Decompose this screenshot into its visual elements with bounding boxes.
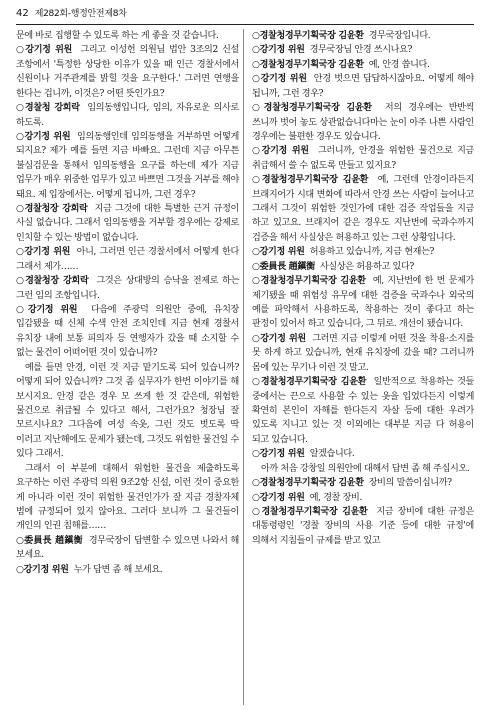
speech-text: 경무국장이 답변할 수 있으면 나와서 해 보세요.	[16, 535, 239, 561]
speech-paragraph	[16, 303, 239, 361]
speech-paragraph	[252, 332, 474, 375]
speaker-mark: ○	[16, 45, 26, 56]
speech-paragraph	[16, 563, 239, 577]
speaker-name: 강기정 위원	[259, 45, 305, 56]
speaker-mark: ○	[252, 146, 262, 157]
speaker-mark: ○	[252, 175, 262, 186]
continuation-paragraph	[16, 29, 239, 43]
speech-text: 그것은 상대방의 승낙을 전제로 하는 그런 임의 조항입니다.	[16, 276, 240, 301]
page-header	[16, 6, 474, 22]
speaker-name: 경찰청경무기획국장 김윤환	[260, 377, 367, 388]
speech-paragraph	[252, 173, 474, 245]
speaker-mark: ○	[16, 103, 25, 114]
speech-text: 문에 바로 집행할 수 있도록 하는 게 좋을 것 같습니다.	[16, 31, 219, 41]
speech-text: 임의동행입니다, 임의, 자유로운 의사로 하도록.	[16, 103, 239, 128]
speech-paragraph	[252, 375, 474, 447]
speaker-mark: ○	[16, 131, 25, 142]
speech-text: 아까 처음 강창일 의원안에 대해서 답변 좀 해 주십시오.	[261, 463, 470, 474]
speaker-name: 강기정 위원	[261, 146, 309, 157]
speaker-name: 경찰청장 강희락	[25, 276, 89, 287]
speech-paragraph	[252, 260, 474, 274]
speech-text: 그래서 이 부분에 대해서 위험한 물건을 제출하도록 요구하는 이런 주광덕 의원 9조2항 신설, 이런 것이 중요한 게 아니라 이런 것이 위험한 물건인가가 잘 지금 경찰자체 범에 규정되어 있지 않아요. 그러다 보니까 그 물건들이 개인의 인권 침해를……	[16, 463, 239, 532]
speaker-mark: ○	[252, 261, 260, 272]
page-number: 42	[16, 8, 29, 19]
speech-text: 그리고 이성헌 의원님 법안 3조의2 신설 조항에서 '특정한 상당한 이유가 있을 때 인근 경찰서에서 신원이나 거주관계를 밝힐 것을 요구한다.' 그러면 연행을 한다는 겁니까, 이것은? 어떤 뜻인가요?	[16, 45, 239, 99]
speech-paragraph	[252, 43, 474, 57]
speech-text: 예를 들면 안경, 이런 것 지금 맡기도록 되어 있습니까? 어떻게 되어 있습니까? 그것 좀 실무자가 한번 이야기를 해 보시지요. 안경 같은 경우 모 쓰게 한 것 같은데, 위험한 물건으로 취급될 수 있다고 해서, 그런가요? 청장님 잘 모르시나요? 그다음에 여성 속옷, 그런 것도 벗도록 딱 이러고 지난해에도 문제가 됐는데, 그것도 위험한 물건일 수 있다 그래서.	[16, 362, 239, 460]
speech-paragraph	[252, 447, 474, 461]
speech-paragraph	[252, 29, 474, 43]
speaker-mark: ○	[16, 564, 24, 575]
speaker-mark: ○	[252, 377, 261, 388]
speaker-name: 경찰청장 강희락	[24, 204, 88, 215]
speech-paragraph	[16, 202, 239, 245]
speech-paragraph	[252, 274, 474, 332]
header-rule	[16, 24, 474, 25]
speaker-name: 강기정 위원	[260, 333, 306, 344]
speaker-name: 경찰청경무기획국장 김윤환	[259, 59, 364, 70]
speech-text: 누가 답변 좀 해 보세요.	[73, 564, 163, 575]
speech-text: 일반적으로 착용하는 것들 중에서는 끈으로 사용할 수 있는 옷을 입었다든지 이렇게 확연히 본인이 자해를 한다든지 자살 등에 대한 우려가 있도록 지니고 있는 것 이외에는 대부분 지금 다 허용이 되고 있습니다.	[252, 377, 474, 445]
speaker-name: 강기정 위원	[24, 131, 71, 142]
speaker-name: 강기정 위원	[260, 74, 307, 85]
speech-paragraph	[252, 245, 474, 259]
speech-paragraph	[16, 43, 239, 101]
two-column-body	[16, 29, 474, 705]
speech-text: 임의동행인데 임의동행을 거부하면 어떻게 되지요? 제가 예를 들면 지금 바빠요. 그런데 지금 아무튼 불심검문을 통해서 임의동행을 요구를 하는데 제가 지금 업무가 매우 위중한 업무가 있고 바쁘면 그것을 거부를 해야 돼요. 제 입장에서는. 어떻게 됩니까, 그런 경우?	[16, 131, 239, 200]
speaker-name: 委員長 趙鎭衡	[24, 535, 83, 546]
speech-text: 예, 지난번에 한 번 문제가 제기됐을 때 위험성 유무에 대한 검증을 국과수나 외국의 예를 파악해서 사용하도록, 착용하는 것이 좋다고 하는 판정이 있어서 하고 있습니다, 그 뒤로. 개선이 됐습니다.	[252, 276, 474, 330]
speaker-name: 경찰청경무기획국장 김윤환	[261, 175, 369, 186]
speaker-mark: ○	[252, 492, 260, 503]
speaker-mark: ○	[252, 333, 261, 344]
speech-paragraph	[16, 534, 239, 563]
speech-paragraph	[252, 72, 474, 101]
continuation-paragraph	[16, 361, 239, 462]
speech-paragraph	[16, 274, 239, 303]
speech-text: 예, 그런데 안경이라든지 브래지어가 시대 변화에 따라서 안경 쓰는 사람이 늘어나고 그래서 그것이 위험한 것인가에 대한 검증 작업들을 지금 하고 있고요. 브래지어 같은 경우도 지난번에 국과수까지 검증을 해서 사실상은 허용하고 있는 그런 상황입니다.	[252, 175, 474, 243]
speech-text: 아니, 그러면 인근 경찰서에서 어떻게 한다 그래서 제가……	[16, 247, 239, 272]
speech-text: 예, 경찰 장비.	[309, 492, 363, 503]
speech-text: 경무국장입니다.	[368, 31, 431, 41]
speaker-mark: ○	[252, 103, 264, 114]
speaker-mark: ○	[252, 276, 261, 287]
speech-paragraph	[252, 101, 474, 144]
speech-text: 지금 그것에 대한 특별한 근거 규정이 사실 없습니다. 그래서 임의동행을 거부할 경우에는 강제로 인치할 수 있는 방법이 없습니다.	[16, 204, 239, 243]
speech-text: 사실상은 허용하고 있다?	[319, 261, 414, 272]
speaker-name: 委員長 趙鎭衡	[259, 261, 315, 272]
speaker-mark: ○	[252, 478, 260, 489]
speaker-mark: ○	[252, 45, 260, 56]
speaker-mark: ○	[252, 247, 260, 258]
left-column	[16, 29, 239, 705]
speech-text: 장비의 말씀이십니까?	[368, 478, 452, 489]
speech-text: 그러면 지금 이렇게 어떤 것을 착용·소지를 못 하게 하고 있습니까, 현재 유치장에 갔을 때? 그러니까 몸에 있는 무기나 이런 것 말고.	[252, 333, 474, 373]
speaker-mark: ○	[252, 59, 260, 70]
speech-text: 예, 안경 씁니다.	[368, 59, 430, 70]
speaker-name: 강기정 위원	[27, 305, 78, 316]
speaker-mark: ○	[16, 247, 25, 258]
speech-text: 그러니까, 안경을 위험한 물건으로 지금 취급해서 쓸 수 없도록 만들고 있지요?	[252, 146, 474, 171]
continuation-paragraph	[16, 462, 239, 534]
speech-paragraph	[16, 245, 239, 274]
speech-text: 안경 벗으면 답답하시잖아요. 어떻게 해야 됩니까, 그런 경우?	[252, 74, 474, 99]
session-title: 제282회-행정안전제8차	[34, 9, 127, 19]
speech-text: 경무국장님 안경 쓰시나요?	[309, 45, 413, 56]
speaker-mark: ○	[16, 276, 26, 287]
speaker-name: 강기정 위원	[24, 247, 71, 258]
speech-paragraph	[16, 101, 239, 130]
continuation-paragraph	[252, 462, 474, 476]
speech-paragraph	[252, 58, 474, 72]
speaker-mark: ○	[252, 449, 260, 460]
speech-text: 다음에 주광덕 의원안 중에, 유치장 입감됐을 때 신체 수색 안전 조치인데 지금 현재 경찰서 유치장 내에 보통 피의자 등 연행자가 갔을 때 소지할 수 없는 물건이 어떠어떤 것이 있습니까?	[16, 305, 239, 359]
speech-text: 알겠습니다.	[309, 449, 355, 460]
speaker-mark: ○	[16, 305, 28, 316]
speech-paragraph	[252, 505, 474, 548]
speech-paragraph	[252, 491, 474, 505]
speech-text: 허용하고 있습니까, 지금 현재는?	[309, 247, 435, 258]
speech-paragraph	[252, 144, 474, 173]
right-column	[243, 29, 474, 705]
speech-text: 저의 경우에는 반반씩 쓰니까 벗어 놓도 상관없습니다마는 눈이 아주 나쁜 사람인 경우에는 불편한 경우도 있습니다.	[252, 103, 474, 142]
speaker-mark: ○	[252, 74, 261, 85]
speaker-name: 경찰청경무기획국장 김윤환	[261, 506, 368, 517]
speaker-mark: ○	[16, 204, 25, 215]
speaker-name: 경찰청경무기획국장 김윤환	[260, 276, 366, 287]
speaker-name: 강기정 위원	[259, 492, 305, 503]
speaker-name: 강기정 위원	[259, 449, 305, 460]
speech-paragraph	[252, 476, 474, 490]
speaker-mark: ○	[16, 535, 25, 546]
speaker-name: 강기정 위원	[259, 247, 305, 258]
speech-paragraph	[16, 130, 239, 202]
speaker-mark: ○	[252, 506, 262, 517]
speech-text: 지금 장비에 대한 규정은 대통령령인 '경찰 장비의 사용 기준 등에 대한 규정'에 의해서 지침들이 규제를 받고 있고	[252, 506, 474, 546]
speaker-name: 강기정 위원	[23, 564, 69, 575]
speaker-mark: ○	[252, 31, 260, 41]
speaker-name: 경찰청경무기획국장 김윤환	[259, 31, 364, 41]
speaker-name: 강기정 위원	[25, 45, 72, 56]
speaker-name: 경찰청 강희락	[24, 103, 80, 114]
speaker-name: 경찰청경무기획국장 김윤환	[259, 478, 364, 489]
speaker-name: 경찰청경무기획국장 김윤환	[263, 103, 372, 114]
